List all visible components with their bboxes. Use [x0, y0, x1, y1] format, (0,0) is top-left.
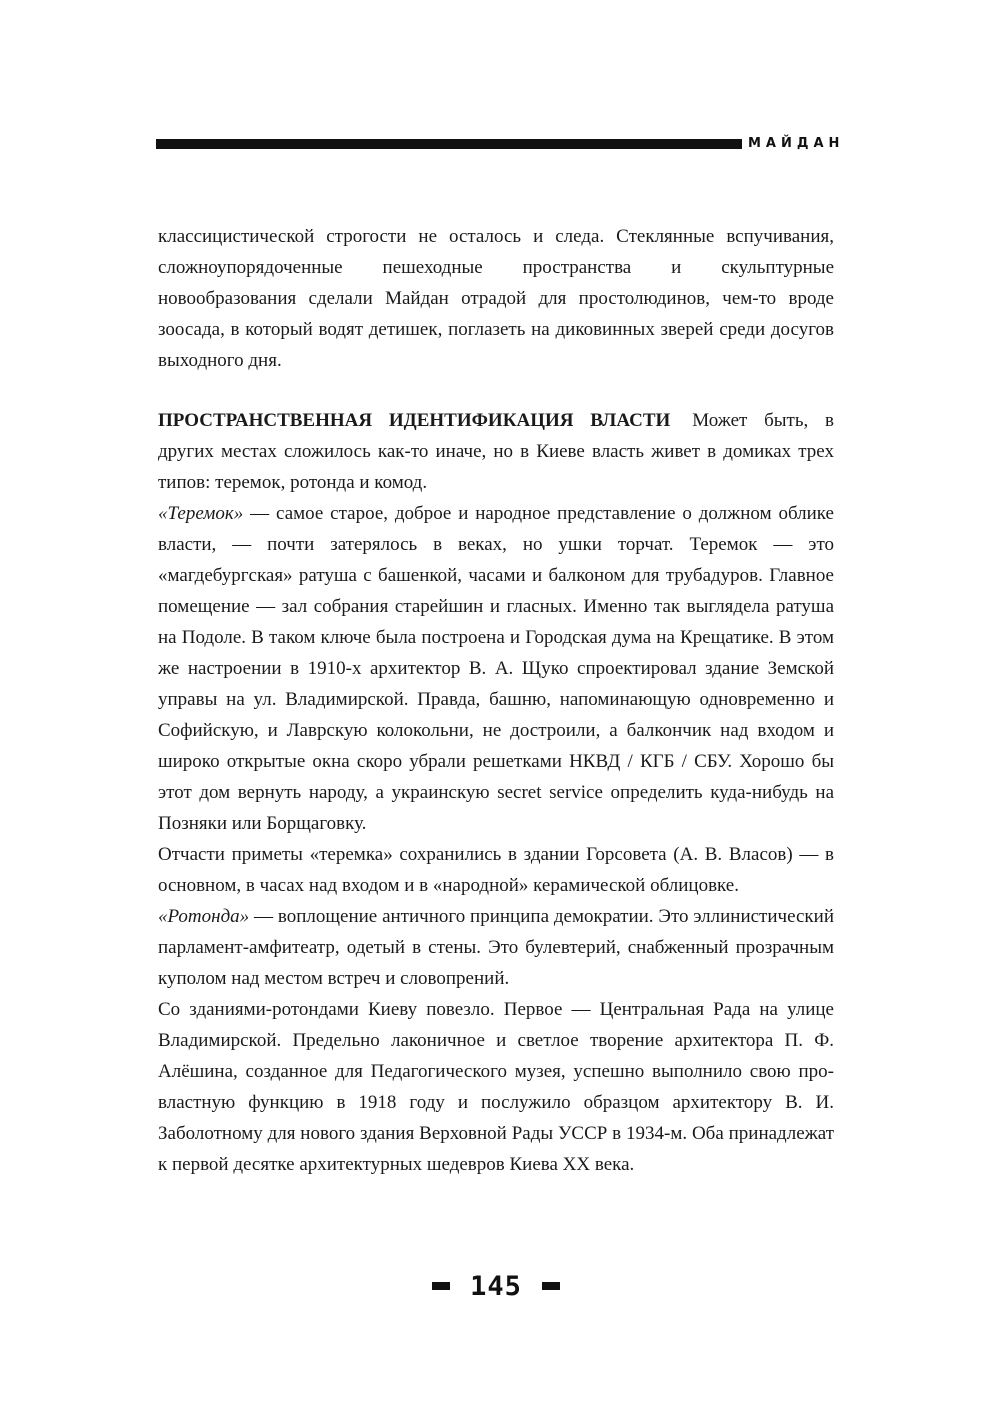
- rotonda-lead: «Ротонда»: [158, 906, 250, 927]
- rotonda-buildings-paragraph: Со зданиями-ротондами Киеву повезло. Первое — Центральная Рада на улице Владимирской. Предельно лаконичное и светлое творение архитектора П. Ф. Алёшина, созданное для Педагогического музея, успешно выполнило свою про-властную функцию в 1918 году и послужило образцом архитектору В. И. Заболотному для нового здания Верховной Рады УССР в 1934-м. Оба принадлежат к первой десятке архитектурных шедевров Киева XX века.: [158, 999, 834, 1175]
- teremok-lead: «Теремок»: [158, 503, 244, 524]
- page-mark-left: [432, 1282, 450, 1290]
- intro-paragraph: классицистической строгости не осталось и следа. Стеклянные вспучивания, сложноупорядоченные пешеходные пространства и скульптурные новообразования сделали Майдан отрадой для простолюдинов, чем-то вроде зоосада, в который водят детишек, поглазеть на диковинных зверей среди досугов выходного дня.: [158, 226, 834, 371]
- gorsovet-paragraph: Отчасти приметы «теремка» сохранились в здании Горсовета (А. В. Власов) — в основном, в часах над входом и в «народной» керамической облицовке.: [158, 844, 834, 896]
- section-text: Может быть, в других местах сложилось как-то иначе, но в Киеве власть живет в домиках трех типов: теремок, ротонда и комод.: [158, 410, 834, 493]
- intro-block: [158, 221, 834, 376]
- section-heading: ПРОСТРАНСТВЕННАЯ ИДЕНТИФИКАЦИЯ ВЛАСТИ: [158, 410, 671, 431]
- page-number: 145: [470, 1270, 522, 1302]
- header-rule: [156, 139, 742, 149]
- section-paragraph: [158, 405, 834, 498]
- page-mark-right: [542, 1282, 560, 1290]
- rotonda-text: — воплощение античного принципа демократии. Это эллинистический парламент-амфитеатр, одетый в стены. Это булевтерий, снабженный прозрачным куполом над местом встреч и словопрений.: [158, 906, 834, 989]
- rotonda-paragraph: [158, 901, 834, 994]
- teremok-paragraph: [158, 498, 834, 839]
- teremok-text: — самое старое, доброе и народное представление о должном облике власти, — почти затерялось в веках, но ушки торчат. Теремок — это «магдебургская» ратуша с башенкой, часами и балконом для трубадуров. Главное помещение — зал собрания старейшин и гласных. Именно так выглядела ратуша на Подоле. В таком ключе была построена и Городская дума на Крещатике. В этом же настроении в 1910-х архитектор В. А. Щуко спроектировал здание Земской управы на ул. Владимирской. Правда, башню, напоминающую одновременно и Софийскую, и Лаврскую колокольни, не достроили, а балкончик над входом и широко открытые окна скоро убрали решетками НКВД / КГБ / СБУ. Хорошо бы этот дом вернуть народу, а украинскую secret service определить куда-нибудь на Позняки или Борщаговку.: [158, 503, 834, 834]
- section-block: [158, 405, 834, 1180]
- page-footer: [0, 1266, 992, 1306]
- running-header: МАЙДАН: [748, 136, 845, 151]
